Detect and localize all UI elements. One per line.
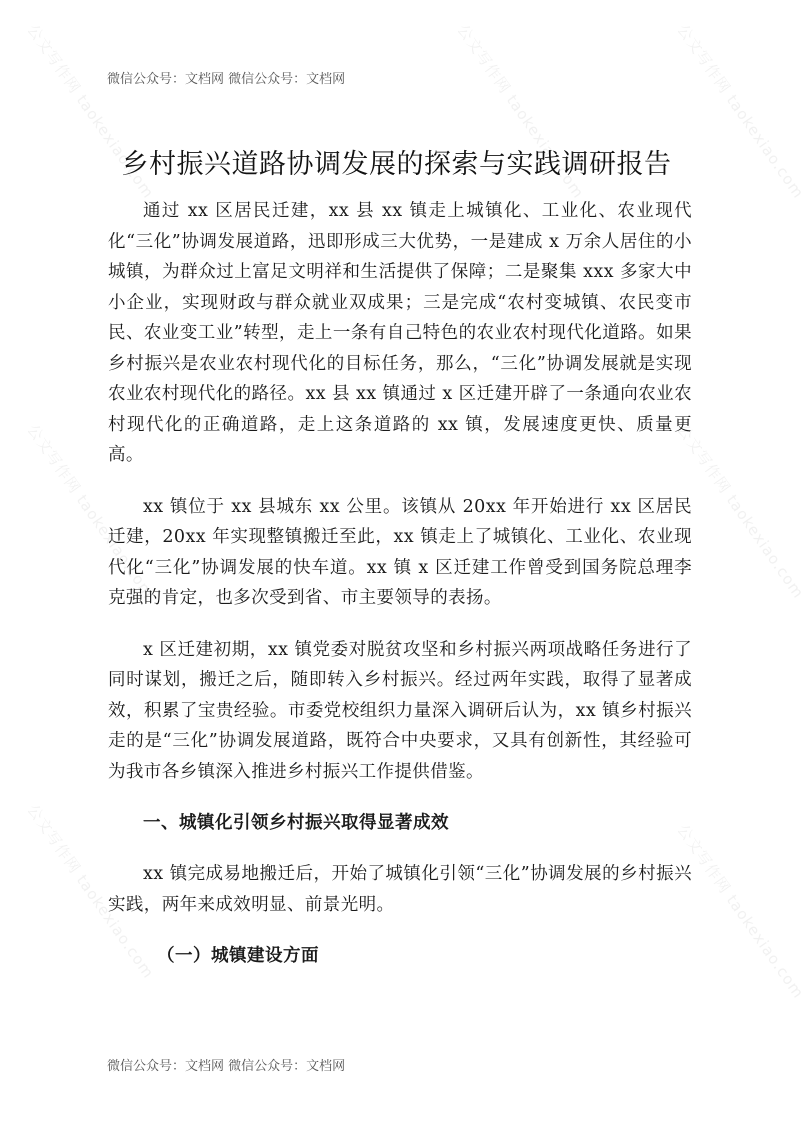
paragraph: x 区迁建初期，xx 镇党委对脱贫攻坚和乡村振兴两项战略任务进行了同时谋划，搬迁之后，随即转入乡村振兴。经过两年实践，取得了显著成效，积累了宝贵经验。市委党校组织力量深入调研后认为，xx 镇乡村振兴走的是“三化”协调发展道路，既符合中央要求，又具有创新性，其经验可为我市各乡镇深入推进乡村振兴工作提供借鉴。 xyxy=(108,639,692,782)
watermark-text: 公文写作网 taokexiao.com xyxy=(23,801,158,982)
document-body xyxy=(108,196,692,971)
watermark-text: 公文写作网 taokexiao.com xyxy=(673,821,808,1002)
page-footer: 微信公众号：文档网 微信公众号：文档网 xyxy=(107,1059,346,1074)
watermark-text: 公文写作网 taokexiao.com xyxy=(23,21,158,202)
paragraph: xx 镇位于 xx 县城东 xx 公里。该镇从 20xx 年开始进行 xx 区居民迁建，20xx 年实现整镇搬迁至此，xx 镇走上了城镇化、工业化、农业现代化“三化”协调发展的快车道。xx 镇 x 区迁建工作曾受到国务院总理李克强的肯定，也多次受到省、市主要领导的表扬。 xyxy=(108,496,692,608)
sub-heading: （一）城镇建设方面 xyxy=(157,946,319,966)
paragraph: xx 镇完成易地搬迁后，开始了城镇化引领“三化”协调发展的乡村振兴实践，两年来成效明显、前景光明。 xyxy=(108,864,692,915)
page-header: 微信公众号：文档网 微信公众号：文档网 xyxy=(107,72,346,87)
section-heading: 一、城镇化引领乡村振兴取得显著成效 xyxy=(143,813,449,833)
paragraph: 通过 xx 区居民迁建，xx 县 xx 镇走上城镇化、工业化、农业现代化“三化”协调发展道路，迅即形成三大优势，一是建成 x 万余人居住的小城镇，为群众过上富足文明祥和生活提供了保障；二是聚集 xxx 多家大中小企业，实现财政与群众就业双成果；三是完成“农村变城镇、农民变市民、农业变工业”转型，走上一条有自己特色的农业农村现代化道路。如果乡村振兴是农业农村现代化的目标任务，那么，“三化”协调发展就是实现农业农村现代化的路径。xx 县 xx 镇通过 x 区迁建开辟了一条通向农业农村现代化的正确道路，走上这条道路的 xx 镇，发展速度更快、质量更高。 xyxy=(108,201,692,465)
page-title: 乡村振兴道路协调发展的探索与实践调研报告 xyxy=(121,149,672,180)
watermark-text: 公文写作网 taokexiao.com xyxy=(673,421,808,602)
watermark-text: 公文写作网 taokexiao.com xyxy=(23,421,158,602)
watermark-text: 公文写作网 taokexiao.com xyxy=(673,21,808,202)
watermark-text: 公文写作网 taokexiao.com xyxy=(453,21,588,202)
